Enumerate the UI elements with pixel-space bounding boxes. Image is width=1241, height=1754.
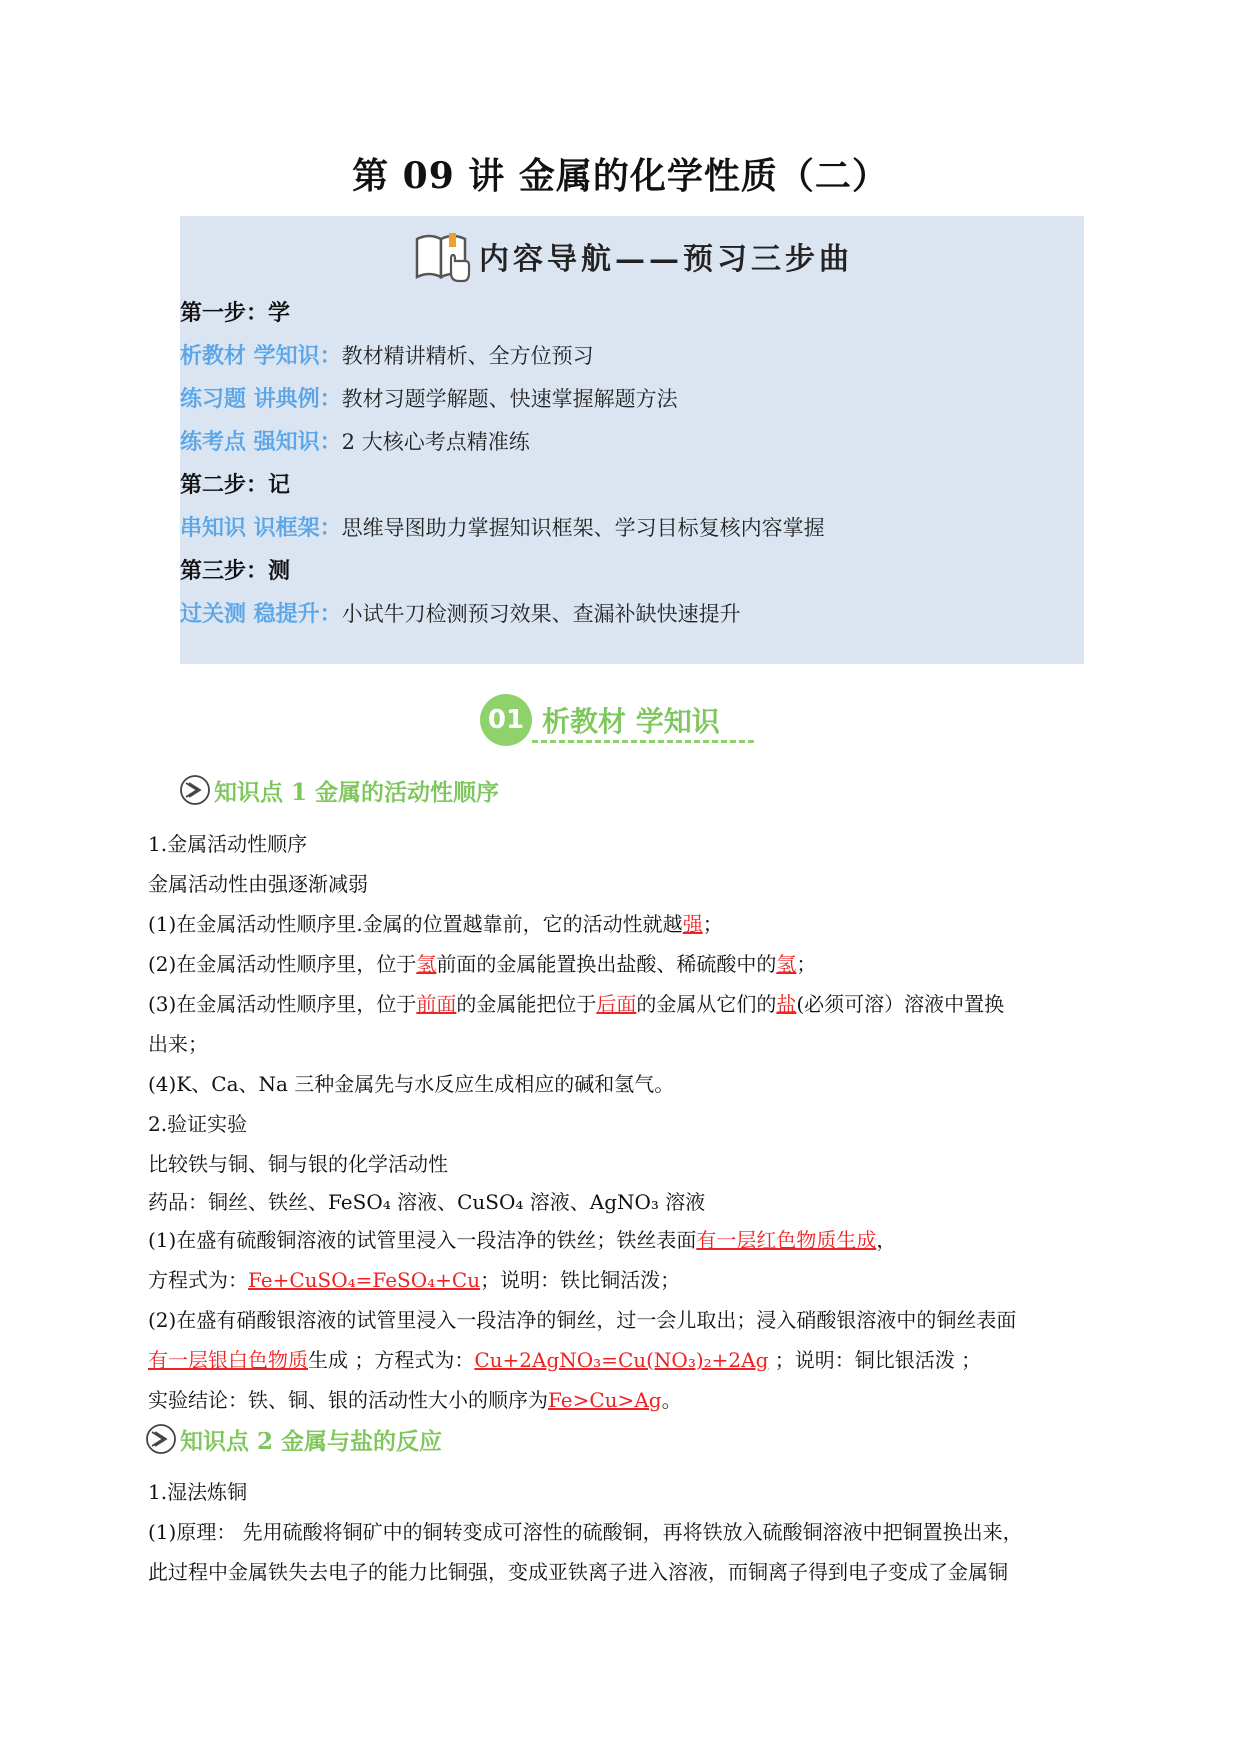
text-line: 1.湿法炼铜	[148, 1480, 248, 1504]
text-line: 比较铁与铜、铜与银的化学活动性	[148, 1152, 448, 1176]
text-span: (2)在金属活动性顺序里，位于	[148, 952, 417, 976]
knowledge-point-1-heading	[178, 773, 499, 807]
nav-row-4	[180, 511, 825, 542]
knowledge-point-2-heading	[144, 1422, 442, 1456]
text-span: (1)在盛有硫酸铜溶液的试管里浸入一段洁净的铁丝；铁丝表面	[148, 1228, 697, 1252]
text-line: 金属活动性由强逐渐减弱	[148, 872, 368, 896]
nav-row-3-desc: 2 大核心考点精准练	[341, 430, 530, 454]
knowledge-point-2-title: 知识点 2 金属与盐的反应	[180, 1427, 443, 1455]
section-divider	[532, 740, 754, 743]
answer-blank: Fe>Cu>Ag	[548, 1388, 662, 1412]
nav-row-5	[180, 597, 741, 628]
text-line	[148, 1344, 981, 1373]
nav-row-2-keyword: 练习题 讲典例：	[180, 386, 342, 412]
text-line: 2.验证实验	[148, 1112, 248, 1136]
step-1	[180, 296, 290, 327]
text-span: 生成 ；方程式为：	[308, 1348, 475, 1372]
text-span: 的金属从它们的	[636, 992, 777, 1016]
step-2	[180, 468, 290, 499]
answer-blank: 盐	[776, 992, 797, 1016]
answer-blank: Cu+2AgNO₃=Cu(NO₃)₂+2Ag	[474, 1348, 769, 1372]
answer-blank: 前面	[416, 992, 457, 1016]
text-line: (1)原理： 先用硫酸将铜矿中的铜转变成可溶性的硫酸铜，再将铁放入硫酸铜溶液中把铜置换出来，	[148, 1520, 1023, 1544]
nav-row-2-desc: 教材习题学解题、快速掌握解题方法	[341, 387, 678, 411]
text-line: 药品：铜丝、铁丝、FeSO₄ 溶液、CuSO₄ 溶液、AgNO₃ 溶液	[148, 1190, 706, 1214]
nav-row-5-desc: 小试牛刀检测预习效果、查漏补缺快速提升	[341, 602, 741, 626]
answer-blank: Fe+CuSO₄=FeSO₄+Cu	[248, 1268, 481, 1292]
nav-row-5-keyword: 过关测 稳提升：	[180, 601, 342, 627]
nav-title: 内容导航——预习三步曲	[479, 242, 853, 277]
text-span: ；	[796, 952, 817, 976]
nav-row-1-keyword: 析教材 学知识：	[180, 343, 342, 369]
text-line: (4)K、Ca、Na 三种金属先与水反应生成相应的碱和氢气。	[148, 1072, 675, 1096]
answer-blank: 有一层银白色物质	[148, 1348, 308, 1372]
arrow-circle-icon	[144, 1422, 178, 1456]
text-span: 实验结论：铁、铜、银的活动性大小的顺序为	[148, 1388, 548, 1412]
text-line	[148, 1264, 680, 1293]
nav-row-2	[180, 382, 678, 413]
answer-blank: 氢	[776, 952, 797, 976]
step-2-label: 第二步：记	[180, 472, 291, 498]
text-span: 的金属能把位于	[456, 992, 597, 1016]
text-line	[148, 948, 816, 977]
content-navigation-box	[180, 216, 1084, 664]
arrow-circle-icon	[178, 773, 212, 807]
text-span: ，	[876, 1228, 897, 1252]
step-3-label: 第三步：测	[180, 558, 291, 584]
nav-header	[180, 216, 1084, 296]
text-span: ；	[702, 912, 723, 936]
text-line	[148, 908, 723, 937]
book-pointer-icon	[411, 225, 473, 287]
answer-blank: 氢	[416, 952, 437, 976]
nav-row-4-keyword: 串知识 识框架：	[180, 515, 342, 541]
nav-row-1-desc: 教材精讲精析、全方位预习	[341, 344, 594, 368]
text-line: 1.金属活动性顺序	[148, 832, 308, 856]
text-span: (1)在金属活动性顺序里.金属的位置越靠前，它的活动性就越	[148, 912, 683, 936]
step-3	[180, 554, 290, 585]
text-line: 出来；	[148, 1032, 208, 1056]
nav-row-3-keyword: 练考点 强知识：	[180, 429, 342, 455]
answer-blank: 有一层红色物质生成	[696, 1228, 877, 1252]
text-line	[148, 1224, 896, 1253]
text-span: 前面的金属能置换出盐酸、稀硫酸中的	[436, 952, 777, 976]
text-line: 此过程中金属铁失去电子的能力比铜强，变成亚铁离子进入溶液，而铜离子得到电子变成了金属铜	[148, 1560, 1008, 1584]
step-1-label: 第一步：学	[180, 300, 291, 326]
knowledge-point-1-title: 知识点 1 金属的活动性顺序	[214, 778, 500, 806]
answer-blank: 后面	[596, 992, 637, 1016]
text-span: 。	[661, 1388, 682, 1412]
section-label: 析教材 学知识	[542, 705, 720, 738]
text-span: ；说明：铁比铜活泼；	[480, 1268, 681, 1292]
text-line	[148, 988, 1004, 1017]
answer-blank: 强	[682, 912, 703, 936]
section-number: 01	[480, 694, 532, 746]
text-span: 方程式为：	[148, 1268, 248, 1292]
text-line	[148, 1384, 682, 1413]
nav-row-3	[180, 425, 530, 456]
text-span: ；说明：铜比银活泼 ；	[768, 1348, 982, 1372]
text-line: (2)在盛有硝酸银溶液的试管里浸入一段洁净的铜丝，过一会儿取出；浸入硝酸银溶液中的铜丝表面	[148, 1308, 1017, 1332]
text-span: (3)在金属活动性顺序里，位于	[148, 992, 417, 1016]
nav-row-1	[180, 339, 594, 370]
nav-row-4-desc: 思维导图助力掌握知识框架、学习目标复核内容掌握	[341, 516, 825, 540]
text-span: (必须可溶）溶液中置换	[796, 992, 1005, 1016]
page-title: 第 09 讲 金属的化学性质（二）	[352, 155, 889, 197]
